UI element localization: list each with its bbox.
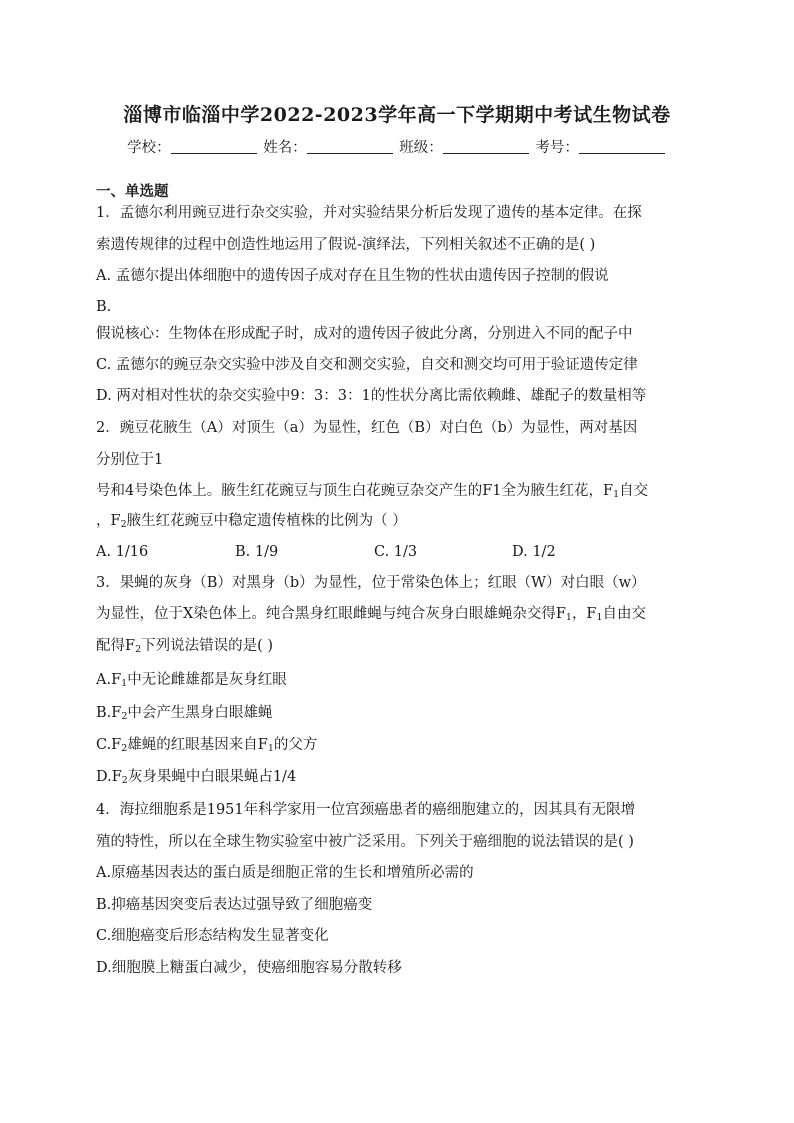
q3-line2-text-c: 自由交 [602,606,647,622]
q4-stem-line1: 4．海拉细胞系是1951年科学家用一位宫颈癌患者的癌细胞建立的，因其具有无限增 [96,802,636,818]
q3-line2-text-b: ，F [571,606,597,622]
q2-line4-subscript: 2 [120,519,127,530]
q4-stem-line2: 殖的特性，所以在全球生物实验室中被广泛采用。下列关于癌细胞的说法错误的是( ) [96,834,634,850]
q3-option-a [96,670,700,690]
q2-line3-subscript: 1 [613,489,620,500]
q3-line3-subscript: 2 [135,644,142,655]
q1-option-d: D. 两对相对性状的杂交实验中9：3：3：1的性状分离比需依赖雌、雄配子的数量相等 [96,388,647,404]
q3-option-b [96,703,700,723]
q3-option-c-text-3: 的父方 [273,737,318,753]
q1-stem-line2: 索遗传规律的过程中创造性地运用了假说-演绎法，下列相关叙述不正确的是( ) [96,237,596,253]
q2-options-row [96,542,700,562]
q2-stem-line3 [96,481,700,501]
q4-option-a: A.原癌基因表达的蛋白质是细胞正常的生长和增殖所必需的 [96,865,474,881]
section-title: 一、单选题 [96,183,169,200]
q3-line3-text-b: 下列说法错误的是( ) [141,638,274,654]
q3-stem-line2 [96,604,700,624]
q3-option-c-text-2: 雄蝇的红眼基因来自F [127,737,268,753]
school-blank [171,139,257,154]
q3-option-b-subscript: 2 [121,711,128,722]
q3-option-c-text-1: C.F [96,737,122,753]
q3-option-a-text-2: 中无论雌雄都是灰身红眼 [127,672,287,688]
name-label: 姓名： [263,140,307,156]
q1-option-a: A. 孟德尔提出体细胞中的遗传因子成对存在且生物的性状由遗传因子控制的假说 [96,268,609,284]
q3-option-c [96,735,700,755]
exam-title: 淄博市临淄中学2022-2023学年高一下学期期中考试生物试卷 [123,104,671,126]
name-blank [307,139,393,154]
q2-option-a: A. 1/16 [96,544,149,560]
class-blank [443,139,529,154]
q3-stem-line1: 3．果蝇的灰身（B）对黑身（b）为显性，位于常染色体上；红眼（W）对白眼（w） [96,575,646,591]
q3-option-d [96,767,700,787]
q3-option-c-subscript-2: 1 [267,743,274,754]
id-blank [579,139,665,154]
q3-option-d-text-1: D.F [96,769,122,785]
q1-option-b-label: B. [96,299,112,315]
school-label: 学校： [127,140,171,156]
q1-option-b-text: 假说核心：生物体在形成配子时，成对的遗传因子彼此分离，分别进入不同的配子中 [96,326,633,342]
q3-option-d-text-2: 灰身果蝇中白眼果蝇占1/4 [127,769,297,785]
q3-option-b-text-1: B.F [96,705,122,721]
q3-line3-text-a: 配得F [96,638,136,654]
id-label: 考号： [535,140,579,156]
q4-option-d: D.细胞膜上糖蛋白减少，使癌细胞容易分散转移 [96,960,402,976]
q3-line2-subscript-1: 1 [565,612,572,623]
q3-option-d-subscript: 2 [121,775,128,786]
q2-option-d: D. 1/2 [512,544,556,560]
q2-line3-text-b: 自交 [619,483,649,499]
q4-option-b: B.抑癌基因突变后表达过强导致了细胞癌变 [96,897,373,913]
q1-stem-line1: 1．孟德尔利用豌豆进行杂交实验，并对实验结果分析后发现了遗传的基本定律。在探 [96,205,642,221]
q3-line2-subscript-2: 1 [596,612,603,623]
q4-option-c: C.细胞癌变后形态结构发生显著变化 [96,928,329,944]
q3-option-a-text-1: A.F [96,672,122,688]
q2-line3-text-a: 号和4号染色体上。腋生红花豌豆与顶生白花豌豆杂交产生的F1全为腋生红花，F [96,483,614,499]
q2-option-c: C. 1/3 [374,544,418,560]
q3-line2-text-a: 为显性，位于X染色体上。纯合黑身红眼雌蝇与纯合灰身白眼雄蝇杂交得F [96,606,566,622]
q3-option-b-text-2: 中会产生黑身白眼雄蝇 [127,705,273,721]
student-info-line [0,136,794,157]
q3-option-a-subscript: 1 [121,678,128,689]
q3-option-c-subscript-1: 2 [121,743,128,754]
q2-line4-text-a: ，F [96,513,121,529]
class-label: 班级： [399,140,443,156]
q2-stem-line4 [96,511,700,531]
q3-stem-line3 [96,636,700,656]
q2-option-b: B. 1/9 [235,544,279,560]
q2-line4-text-b: 腋生红花豌豆中稳定遗传植株的比例为（ ） [126,513,407,529]
q2-stem-line1: 2．豌豆花腋生（A）对顶生（a）为显性，红色（B）对白色（b）为显性，两对基因 [96,420,638,436]
q1-option-c: C. 孟德尔的豌豆杂交实验中涉及自交和测交实验，自交和测交均可用于验证遗传定律 [96,357,638,373]
q2-stem-line2: 分别位于1 [96,452,164,468]
